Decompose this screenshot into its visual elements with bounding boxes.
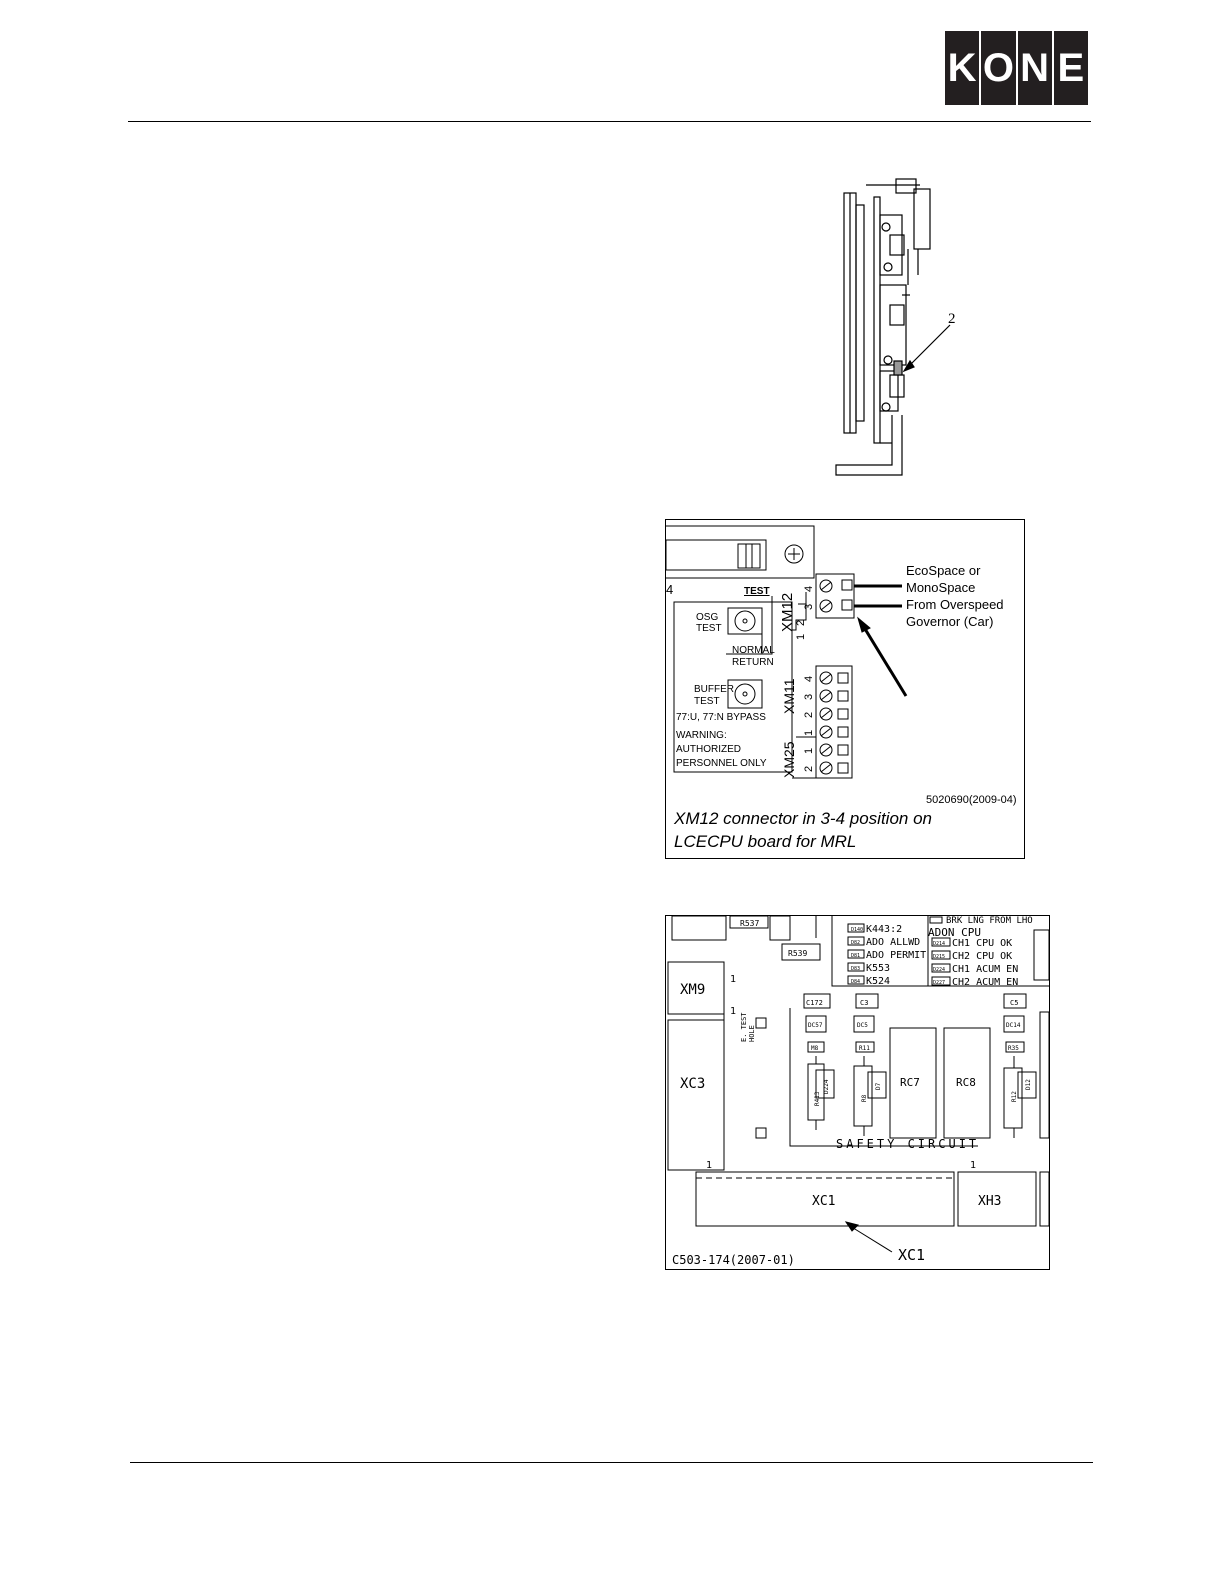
cap-label: C172 bbox=[806, 999, 823, 1007]
brk-label: BRK LNG FROM LHO bbox=[946, 916, 1033, 926]
led-label: ADO ALLWD bbox=[866, 937, 921, 948]
caption-line2: LCECPU board for MRL bbox=[674, 832, 857, 851]
pin-one: 1 bbox=[730, 974, 737, 985]
board-drawing bbox=[666, 520, 1024, 858]
test-hole-line1: E. TEST bbox=[740, 1012, 748, 1042]
xm12-pin: 4 bbox=[803, 585, 815, 592]
xm12-label: XM12 bbox=[779, 592, 796, 632]
led-code: D214 bbox=[933, 941, 946, 947]
xm25-pin: 1 bbox=[803, 747, 815, 754]
led-code: D83 bbox=[851, 966, 861, 972]
buffer-test-line2: TEST bbox=[694, 696, 720, 707]
part-label: D12 bbox=[1025, 1079, 1032, 1090]
osg-test-line1: OSG bbox=[696, 612, 719, 623]
led-label: CH1 ACUM EN bbox=[952, 964, 1019, 975]
note-line4: Governor (Car) bbox=[906, 614, 994, 629]
safety-circuit-label: SAFETY CIRCUIT bbox=[836, 1137, 980, 1151]
led-label: ADO PERMIT bbox=[866, 950, 927, 961]
xm11-pin: 2 bbox=[803, 711, 815, 718]
logo-letter: K bbox=[945, 31, 979, 105]
part-label: R35 bbox=[1008, 1045, 1019, 1052]
part-label: D7 bbox=[875, 1082, 882, 1090]
relay-label: RC7 bbox=[900, 1076, 920, 1089]
xm11-pin: 4 bbox=[803, 675, 815, 682]
led-label: K524 bbox=[866, 976, 891, 987]
part-label: R413 bbox=[814, 1091, 821, 1106]
adon-label: ADON CPU bbox=[928, 926, 981, 939]
board-drawing bbox=[666, 916, 1049, 1269]
figure-xm12-connector bbox=[665, 519, 1025, 859]
xm11-label: XM11 bbox=[781, 678, 797, 714]
part-label: DC14 bbox=[1006, 1022, 1021, 1029]
osg-test-line2: TEST bbox=[696, 623, 722, 634]
note-line3: From Overspeed bbox=[906, 597, 1004, 612]
led-code: D227 bbox=[933, 980, 946, 986]
warning-line1: WARNING: bbox=[676, 730, 727, 741]
logo-letter: O bbox=[981, 31, 1015, 105]
part-label: D224 bbox=[823, 1079, 830, 1094]
note-line2: MonoSpace bbox=[906, 580, 976, 595]
led-label: CH1 CPU OK bbox=[952, 938, 1013, 949]
led-label: CH2 CPU OK bbox=[952, 951, 1013, 962]
footer-rule bbox=[130, 1462, 1093, 1463]
part-label: DC5 bbox=[857, 1022, 868, 1029]
normal-return-line1: NORMAL bbox=[732, 645, 775, 656]
part-label: R8 bbox=[861, 1094, 868, 1102]
header-rule bbox=[128, 121, 1091, 122]
bypass-label: 77:U, 77:N BYPASS bbox=[676, 712, 766, 723]
pin-one: 1 bbox=[970, 1160, 977, 1171]
part-label: M8 bbox=[811, 1045, 819, 1052]
led-code: D140 bbox=[851, 927, 864, 933]
part-label: DC57 bbox=[808, 1022, 823, 1029]
xh3-label: XH3 bbox=[978, 1194, 1002, 1209]
led-label: K443:2 bbox=[866, 924, 903, 935]
part-label: R12 bbox=[1011, 1091, 1018, 1102]
figure-reference: C503-174(2007-01) bbox=[672, 1253, 795, 1267]
cap-label: C3 bbox=[860, 999, 869, 1007]
led-code: D215 bbox=[933, 954, 946, 960]
board-label-4: 4 bbox=[666, 582, 674, 597]
warning-line3: PERSONNEL ONLY bbox=[676, 758, 767, 769]
led-label: CH2 ACUM EN bbox=[952, 977, 1019, 988]
xm25-label: XM25 bbox=[781, 741, 797, 778]
part-label: R537 bbox=[740, 919, 760, 928]
figure-governor-side-view bbox=[830, 175, 980, 480]
buffer-test-line1: BUFFER bbox=[694, 684, 734, 695]
normal-return-line2: RETURN bbox=[732, 657, 774, 668]
part-label: R539 bbox=[788, 949, 808, 958]
figure-reference: 5020690(2009-04) bbox=[926, 794, 1017, 806]
xc1-label: XC1 bbox=[812, 1194, 836, 1209]
governor-drawing bbox=[830, 175, 980, 480]
callout-number: 2 bbox=[948, 311, 956, 327]
led-code: D84 bbox=[851, 979, 861, 985]
pin-one: 1 bbox=[706, 1160, 713, 1171]
led-code: D224 bbox=[933, 967, 946, 973]
pin-one: 1 bbox=[730, 1006, 737, 1017]
relay-label: RC8 bbox=[956, 1076, 976, 1089]
xm9-label: XM9 bbox=[680, 982, 706, 998]
xm11-pin: 3 bbox=[803, 693, 815, 700]
xc3-label: XC3 bbox=[680, 1076, 706, 1092]
cap-label: C5 bbox=[1010, 999, 1019, 1007]
xm12-pin: 1 bbox=[795, 633, 807, 640]
kone-logo bbox=[945, 31, 1088, 105]
figure-xc1-connector bbox=[665, 915, 1050, 1270]
warning-line2: AUTHORIZED bbox=[676, 744, 741, 755]
caption-line1: XM12 connector in 3-4 position on bbox=[674, 809, 932, 828]
led-label: K553 bbox=[866, 963, 891, 974]
xm12-pin: 2 bbox=[795, 619, 807, 626]
test-hole-line2: HOLE bbox=[748, 1025, 756, 1042]
part-label: R11 bbox=[859, 1045, 870, 1052]
note-line1: EcoSpace or bbox=[906, 563, 981, 578]
led-code: D81 bbox=[851, 953, 861, 959]
xm12-pin: 3 bbox=[803, 603, 815, 610]
test-label: TEST bbox=[744, 586, 770, 597]
logo-letter: N bbox=[1018, 31, 1052, 105]
xm25-pin: 2 bbox=[803, 765, 815, 772]
xc1-callout: XC1 bbox=[898, 1246, 926, 1264]
led-code: D82 bbox=[851, 940, 861, 946]
logo-letter: E bbox=[1054, 31, 1088, 105]
xm11-pin: 1 bbox=[803, 729, 815, 736]
